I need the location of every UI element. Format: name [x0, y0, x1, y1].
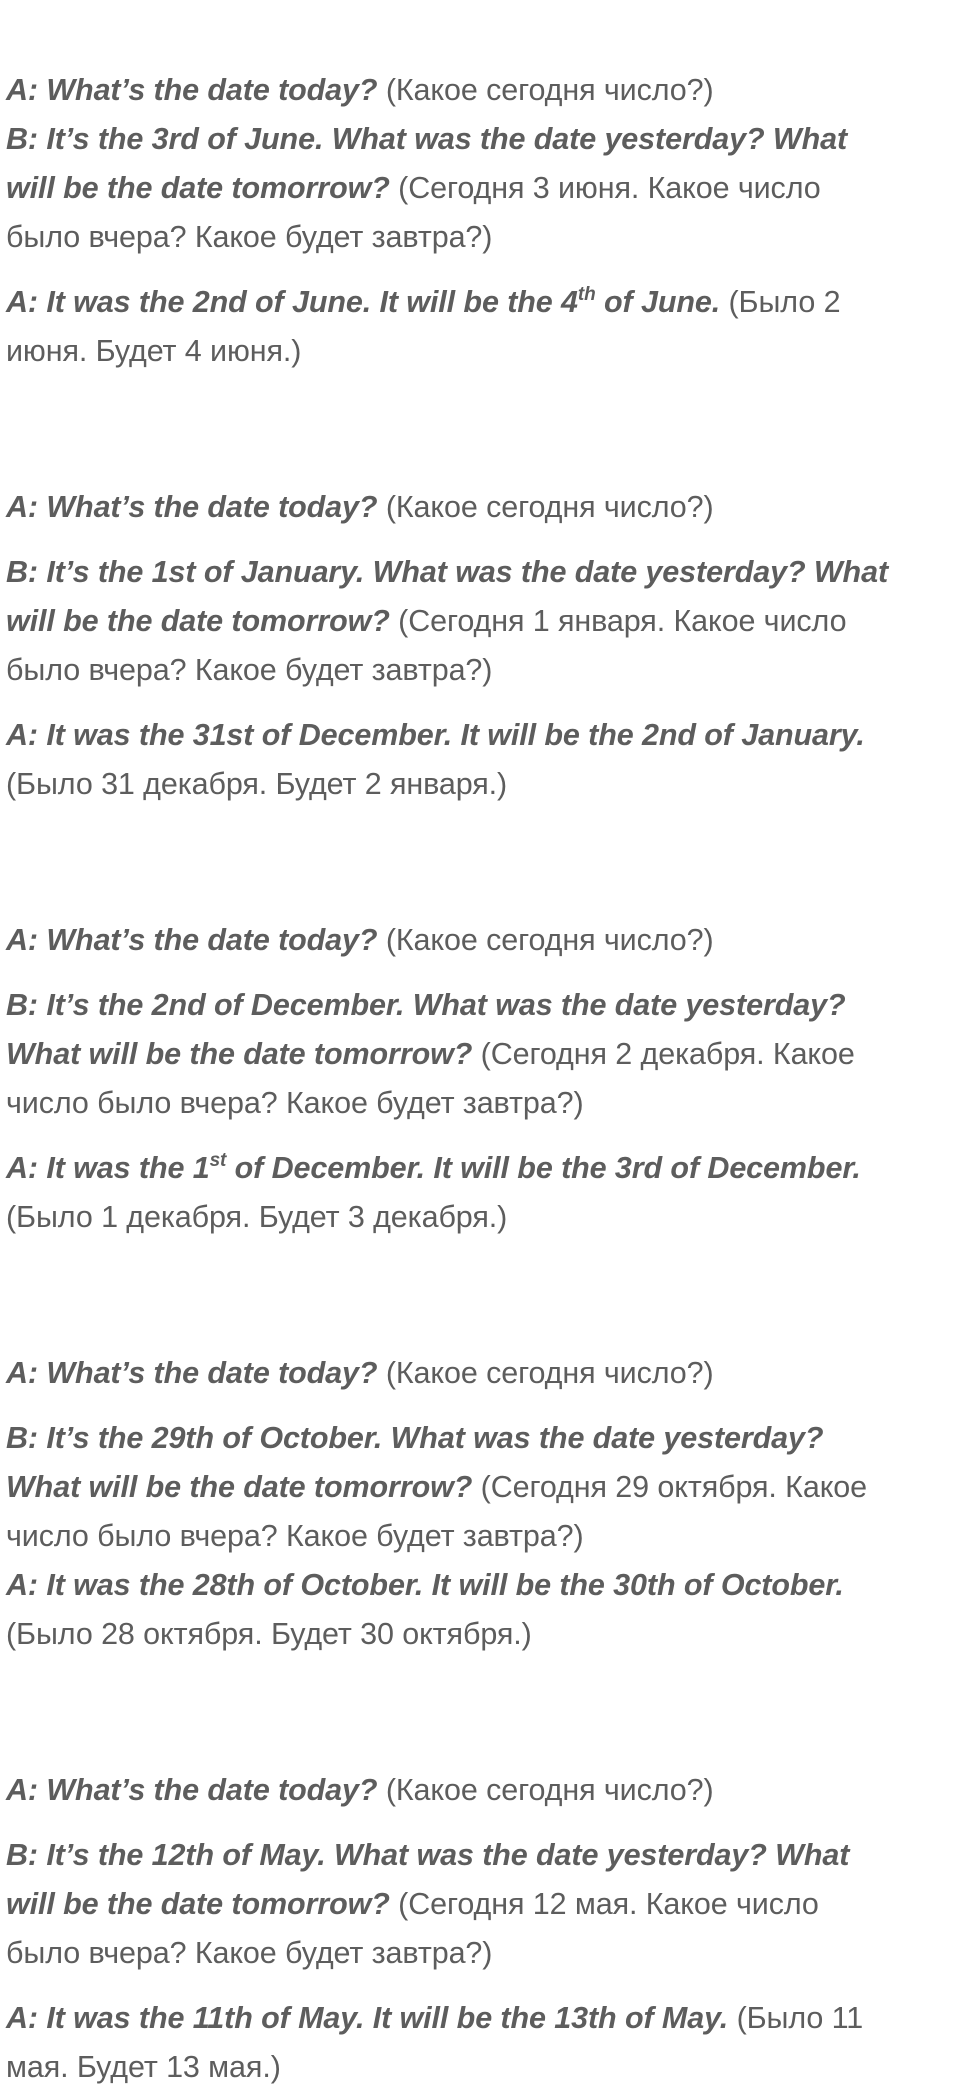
answer-a-line — [6, 1193, 951, 1242]
english-answer: B: It’s the 29th of October. What was the date yesterday? — [6, 1421, 824, 1455]
answer-b-line — [6, 1880, 951, 1929]
answer-a-line — [6, 1561, 951, 1610]
answer-a-line — [6, 1144, 951, 1193]
russian-translation: (Сегодня 1 января. Какое число — [398, 604, 847, 638]
answer-text: A: It was the 1 — [6, 1151, 210, 1185]
russian-translation: (Сегодня 3 июня. Какое число — [398, 171, 821, 205]
answer-a-line — [6, 327, 951, 376]
russian-translation: число было вчера? Какое будет завтра?) — [6, 1086, 584, 1120]
dialogue-block — [6, 483, 951, 809]
answer-a-line — [6, 2043, 951, 2092]
english-answer — [6, 1151, 861, 1185]
answer-b-line — [6, 1079, 951, 1128]
dialogue-block — [6, 66, 951, 376]
russian-translation: (Какое сегодня число?) — [385, 1356, 714, 1390]
dialogue-document — [6, 66, 951, 2092]
russian-translation: (Какое сегодня число?) — [385, 73, 714, 107]
answer-text: of December. It will be the 3rd of December. — [226, 1151, 861, 1185]
answer-b-line — [6, 1030, 951, 1079]
russian-translation: (Было 11 — [736, 2001, 864, 2035]
question-line — [6, 1349, 951, 1398]
english-answer: will be the date tomorrow? — [6, 1887, 390, 1921]
answer-b-line — [6, 597, 951, 646]
russian-translation: (Какое сегодня число?) — [385, 923, 714, 957]
english-answer: B: It’s the 2nd of December. What was the date yesterday? — [6, 988, 846, 1022]
russian-translation: июня. Будет 4 июня.) — [6, 334, 302, 368]
ordinal-suffix: th — [577, 284, 596, 305]
answer-b-line — [6, 1512, 951, 1561]
russian-translation: было вчера? Какое будет завтра?) — [6, 653, 493, 687]
english-question: A: What’s the date today? — [6, 1773, 378, 1807]
answer-b-line — [6, 646, 951, 695]
russian-translation: (Сегодня 2 декабря. Какое — [480, 1037, 855, 1071]
russian-translation: (Какое сегодня число?) — [385, 490, 714, 524]
answer-b-line — [6, 164, 951, 213]
russian-translation: было вчера? Какое будет завтра?) — [6, 1936, 493, 1970]
russian-translation: (Сегодня 29 октября. Какое — [480, 1470, 868, 1504]
russian-translation: мая. Будет 13 мая.) — [6, 2050, 281, 2084]
russian-translation: (Было 31 декабря. Будет 2 января.) — [6, 767, 508, 801]
answer-a-line — [6, 711, 951, 760]
answer-a-line — [6, 1610, 951, 1659]
answer-b-line — [6, 213, 951, 262]
english-answer: A: It was the 11th of May. It will be the 13th of May. — [6, 2001, 729, 2035]
english-answer: A: It was the 28th of October. It will be the 30th of October. — [6, 1568, 844, 1602]
english-question: A: What’s the date today? — [6, 1356, 378, 1390]
english-answer — [6, 285, 720, 319]
answer-b-line — [6, 548, 951, 597]
english-answer: What will be the date tomorrow? — [6, 1470, 473, 1504]
answer-b-line — [6, 981, 951, 1030]
question-line — [6, 1766, 951, 1815]
answer-b-line — [6, 1414, 951, 1463]
answer-b-line — [6, 1463, 951, 1512]
english-answer: B: It’s the 1st of January. What was the date yesterday? What — [6, 555, 889, 589]
english-answer: will be the date tomorrow? — [6, 604, 390, 638]
dialogue-block — [6, 1766, 951, 2092]
answer-a-line — [6, 1994, 951, 2043]
question-line — [6, 916, 951, 965]
english-question: A: What’s the date today? — [6, 923, 378, 957]
russian-translation: (Какое сегодня число?) — [385, 1773, 714, 1807]
answer-b-line — [6, 115, 951, 164]
russian-translation: (Было 1 декабря. Будет 3 декабря.) — [6, 1200, 508, 1234]
english-answer: B: It’s the 3rd of June. What was the date yesterday? What — [6, 122, 848, 156]
english-question: A: What’s the date today? — [6, 490, 378, 524]
answer-b-line — [6, 1831, 951, 1880]
question-line — [6, 66, 951, 115]
question-line — [6, 483, 951, 532]
answer-text: A: It was the 2nd of June. It will be the 4 — [6, 285, 578, 319]
english-answer: will be the date tomorrow? — [6, 171, 390, 205]
russian-translation: (Было 2 — [728, 285, 841, 319]
answer-b-line — [6, 1929, 951, 1978]
russian-translation: (Было 28 октября. Будет 30 октября.) — [6, 1617, 532, 1651]
russian-translation: (Сегодня 12 мая. Какое число — [398, 1887, 819, 1921]
dialogue-block — [6, 916, 951, 1242]
dialogue-block — [6, 1349, 951, 1659]
ordinal-suffix: st — [209, 1150, 227, 1171]
english-question: A: What’s the date today? — [6, 73, 378, 107]
english-answer: A: It was the 31st of December. It will be the 2nd of January. — [6, 718, 865, 752]
english-answer: What will be the date tomorrow? — [6, 1037, 473, 1071]
answer-a-line — [6, 760, 951, 809]
answer-text: of June. — [595, 285, 721, 319]
russian-translation: число было вчера? Какое будет завтра?) — [6, 1519, 584, 1553]
answer-a-line — [6, 278, 951, 327]
russian-translation: было вчера? Какое будет завтра?) — [6, 220, 493, 254]
english-answer: B: It’s the 12th of May. What was the date yesterday? What — [6, 1838, 850, 1872]
